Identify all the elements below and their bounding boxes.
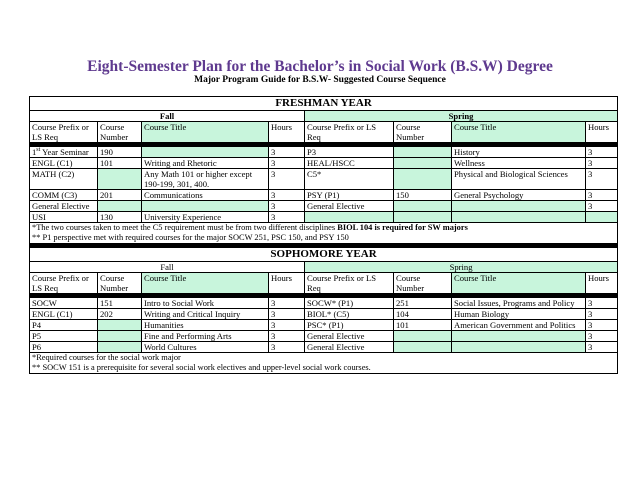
freshman-fall-label: Fall <box>30 111 305 122</box>
spring-hours-cell <box>586 212 618 223</box>
fall-prefix-cell <box>30 147 98 158</box>
fall-title-cell: World Cultures <box>142 342 269 353</box>
table-row <box>30 190 618 201</box>
spring-title-cell <box>452 212 586 223</box>
freshman-spring-label: Spring <box>305 111 618 122</box>
fall-title-cell: Communications <box>142 190 269 201</box>
col-title-header: Course Title <box>452 273 586 294</box>
fall-number-cell: 201 <box>98 190 142 201</box>
fall-number-cell: 151 <box>98 298 142 309</box>
fall-prefix-cell: ENGL (C1) <box>30 158 98 169</box>
spring-title-cell: Social Issues, Programs and Policy <box>452 298 586 309</box>
fall-hours-cell: 3 <box>269 342 305 353</box>
fall-number-cell: 101 <box>98 158 142 169</box>
fall-hours-cell: 3 <box>269 298 305 309</box>
fall-hours-cell: 3 <box>269 212 305 223</box>
fall-hours-cell: 3 <box>269 147 305 158</box>
fall-number-cell <box>98 169 142 190</box>
freshman-notes <box>30 223 618 244</box>
sophomore-fall-label: Fall <box>30 262 305 273</box>
spring-prefix-cell: PSY (P1) <box>305 190 394 201</box>
fall-hours-cell: 3 <box>269 169 305 190</box>
ordinal-suffix: st <box>36 147 41 154</box>
table-row <box>30 331 618 342</box>
spring-number-cell: 251 <box>394 298 452 309</box>
sophomore-notes <box>30 353 618 374</box>
freshman-heading: FRESHMAN YEAR <box>30 97 618 111</box>
table-row <box>30 169 618 190</box>
fall-prefix-cell: USI <box>30 212 98 223</box>
table-row <box>30 320 618 331</box>
spring-title-cell: History <box>452 147 586 158</box>
sophomore-note-row <box>30 353 618 374</box>
spring-prefix-cell: General Elective <box>305 201 394 212</box>
sophomore-semester-row <box>30 262 618 273</box>
spring-number-cell <box>394 331 452 342</box>
spring-prefix-cell: SOCW* (P1) <box>305 298 394 309</box>
spring-title-cell <box>452 331 586 342</box>
fall-number-cell: 190 <box>98 147 142 158</box>
col-hours-header: Hours <box>586 122 618 143</box>
fall-title-cell: Writing and Rhetoric <box>142 158 269 169</box>
fall-number-cell: 202 <box>98 309 142 320</box>
spring-prefix-cell: General Elective <box>305 331 394 342</box>
fall-prefix-cell: P6 <box>30 342 98 353</box>
freshman-note-1-bold: BIOL 104 is required for SW majors <box>337 223 468 232</box>
sophomore-note-2: ** SOCW 151 is a prerequisite for several social work electives and upper-level social work courses. <box>32 363 371 372</box>
table-row <box>30 342 618 353</box>
col-title-header: Course Title <box>142 122 269 143</box>
fall-title-cell: Fine and Performing Arts <box>142 331 269 342</box>
col-number-header: Course Number <box>98 122 142 143</box>
fall-title-cell <box>142 201 269 212</box>
page-title: Eight-Semester Plan for the Bachelor’s in Social Work (B.S.W) Degree <box>87 58 553 75</box>
fall-title-cell: Writing and Critical Inquiry <box>142 309 269 320</box>
fall-number-cell <box>98 342 142 353</box>
spring-hours-cell: 3 <box>586 201 618 212</box>
spring-number-cell <box>394 342 452 353</box>
spring-hours-cell: 3 <box>586 342 618 353</box>
spring-hours-cell: 3 <box>586 158 618 169</box>
spring-hours-cell: 3 <box>586 169 618 190</box>
fall-title-cell <box>142 147 269 158</box>
col-hours-header: Hours <box>269 273 305 294</box>
course-plan-table <box>29 96 618 374</box>
fall-prefix-cell: P5 <box>30 331 98 342</box>
sophomore-heading-row <box>30 248 618 262</box>
fall-prefix-cell: COMM (C3) <box>30 190 98 201</box>
spring-title-cell: General Psychology <box>452 190 586 201</box>
spring-title-cell: American Government and Politics <box>452 320 586 331</box>
spring-hours-cell: 3 <box>586 190 618 201</box>
spring-prefix-cell: P3 <box>305 147 394 158</box>
col-hours-header: Hours <box>586 273 618 294</box>
col-number-header: Course Number <box>394 273 452 294</box>
sophomore-spring-label: Spring <box>305 262 618 273</box>
fall-title-cell: University Experience <box>142 212 269 223</box>
fall-hours-cell: 3 <box>269 158 305 169</box>
table-row <box>30 201 618 212</box>
spring-title-cell: Physical and Biological Sciences <box>452 169 586 190</box>
spring-hours-cell: 3 <box>586 309 618 320</box>
spring-title-cell: Human Biology <box>452 309 586 320</box>
freshman-semester-row <box>30 111 618 122</box>
cell-text: Year Seminar <box>42 147 89 157</box>
spring-title-cell <box>452 201 586 212</box>
spring-prefix-cell <box>305 212 394 223</box>
col-prefix-header: Course Prefix or LS Req <box>30 122 98 143</box>
fall-number-cell <box>98 320 142 331</box>
spring-title-cell <box>452 342 586 353</box>
spring-number-cell <box>394 147 452 158</box>
col-number-header: Course Number <box>98 273 142 294</box>
fall-prefix-cell: General Elective <box>30 201 98 212</box>
ordinal-prefix: 1 <box>32 147 37 157</box>
col-prefix-header: Course Prefix or LS Req <box>305 122 394 143</box>
fall-number-cell <box>98 331 142 342</box>
table-row <box>30 298 618 309</box>
spring-number-cell: 104 <box>394 309 452 320</box>
col-number-header: Course Number <box>394 122 452 143</box>
spring-title-cell: Wellness <box>452 158 586 169</box>
fall-title-cell: Any Math 101 or higher except 190-199, 301, 400. <box>142 169 269 190</box>
col-title-header: Course Title <box>142 273 269 294</box>
sophomore-heading: SOPHOMORE YEAR <box>30 248 618 262</box>
fall-title-cell: Intro to Social Work <box>142 298 269 309</box>
fall-title-cell: Humanities <box>142 320 269 331</box>
freshman-note-2: ** P1 perspective met with required courses for the major SOCW 251, PSC 150, and PSY 150 <box>32 233 349 242</box>
spring-number-cell <box>394 201 452 212</box>
spring-prefix-cell: PSC* (P1) <box>305 320 394 331</box>
fall-hours-cell: 3 <box>269 320 305 331</box>
spring-number-cell <box>394 212 452 223</box>
spring-prefix-cell: C5* <box>305 169 394 190</box>
fall-number-cell: 130 <box>98 212 142 223</box>
sophomore-note-1: *Required courses for the social work major <box>32 353 181 362</box>
fall-hours-cell: 3 <box>269 331 305 342</box>
spring-number-cell <box>394 169 452 190</box>
table-row <box>30 212 618 223</box>
page-subtitle: Major Program Guide for B.S.W- Suggested Course Sequence <box>194 75 446 85</box>
fall-number-cell <box>98 201 142 212</box>
spring-hours-cell: 3 <box>586 331 618 342</box>
col-prefix-header: Course Prefix or LS Req <box>30 273 98 294</box>
spring-number-cell: 150 <box>394 190 452 201</box>
fall-prefix-cell: SOCW <box>30 298 98 309</box>
fall-prefix-cell: MATH (C2) <box>30 169 98 190</box>
spring-prefix-cell: BIOL* (C5) <box>305 309 394 320</box>
fall-hours-cell: 3 <box>269 309 305 320</box>
fall-hours-cell: 3 <box>269 201 305 212</box>
freshman-note-1: *The two courses taken to meet the C5 requirement must be from two different disciplines <box>32 223 338 232</box>
table-row <box>30 147 618 158</box>
col-title-header: Course Title <box>452 122 586 143</box>
freshman-heading-row <box>30 97 618 111</box>
fall-prefix-cell: P4 <box>30 320 98 331</box>
col-prefix-header: Course Prefix or LS Req <box>305 273 394 294</box>
spring-prefix-cell: HEAL/HSCC <box>305 158 394 169</box>
spring-hours-cell: 3 <box>586 147 618 158</box>
sophomore-column-header-row <box>30 273 618 294</box>
freshman-note-row <box>30 223 618 244</box>
fall-hours-cell: 3 <box>269 190 305 201</box>
spring-hours-cell: 3 <box>586 320 618 331</box>
spring-hours-cell: 3 <box>586 298 618 309</box>
table-row <box>30 309 618 320</box>
spring-prefix-cell: General Elective <box>305 342 394 353</box>
freshman-column-header-row <box>30 122 618 143</box>
spring-number-cell <box>394 158 452 169</box>
fall-prefix-cell: ENGL (C1) <box>30 309 98 320</box>
table-row <box>30 158 618 169</box>
col-hours-header: Hours <box>269 122 305 143</box>
spring-number-cell: 101 <box>394 320 452 331</box>
